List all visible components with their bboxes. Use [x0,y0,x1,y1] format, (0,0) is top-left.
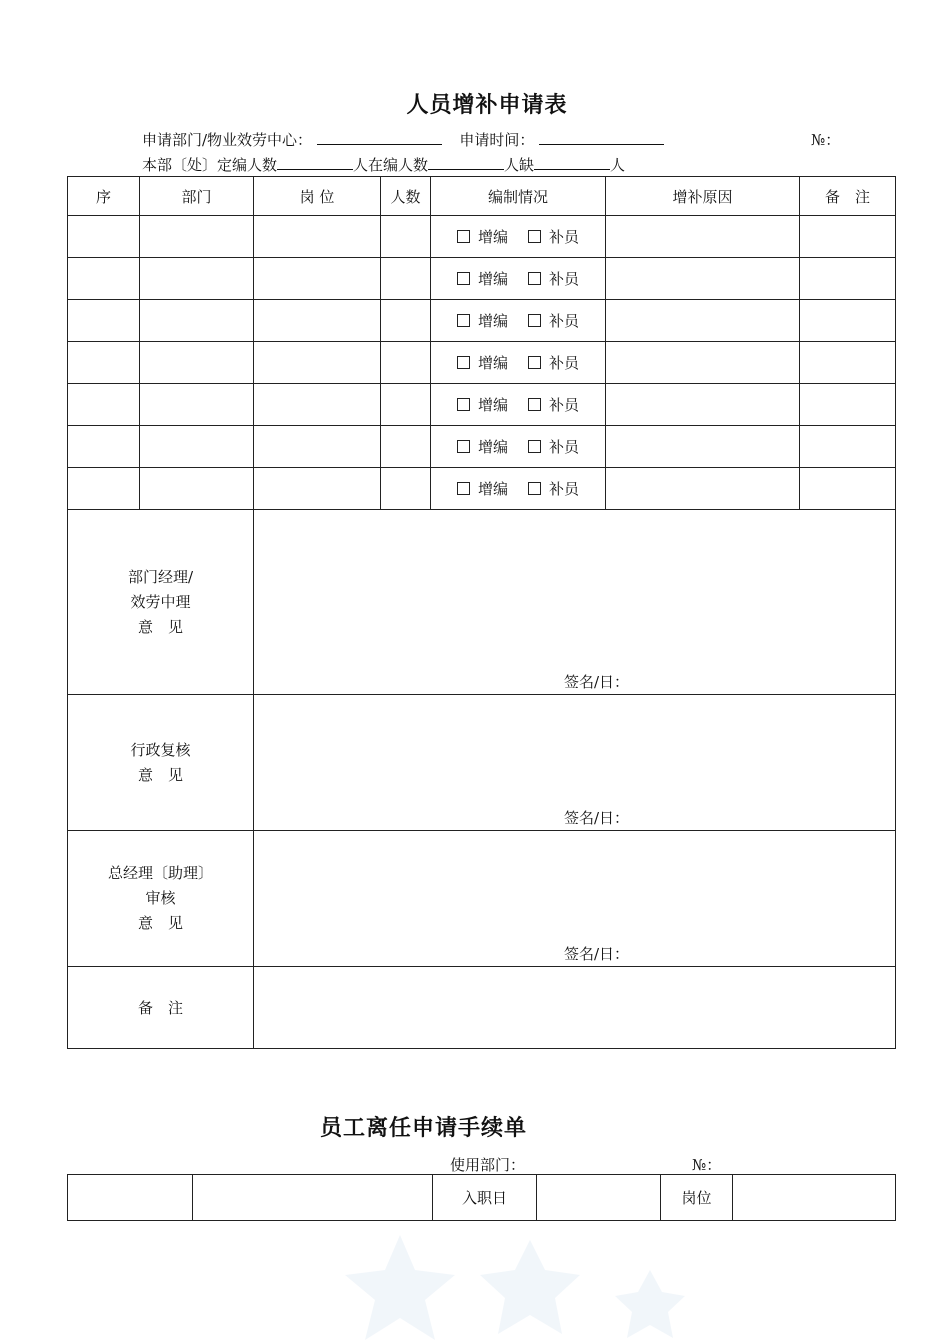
dept-label: 申请部门/物业效劳中心： [142,131,313,149]
approval-label-line: 意 见 [137,617,183,636]
watermark-graphic [340,1230,700,1344]
option-add-label: 增编 [477,438,508,456]
staff-lack-blank[interactable] [534,155,610,170]
seq-cell[interactable] [68,384,140,426]
approval-row [68,695,896,831]
seq-cell[interactable] [68,300,140,342]
reason-cell[interactable] [606,216,800,258]
dept-cell[interactable] [140,384,254,426]
position-cell[interactable] [254,216,381,258]
dept-cell[interactable] [140,258,254,300]
staff-lack-label: 人缺 [504,156,535,174]
remark-cell[interactable] [800,258,896,300]
fill-checkbox[interactable] [528,398,541,411]
establishment-options [431,342,606,384]
signature-date-label: 签名/日： [564,809,630,827]
seq-cell[interactable] [68,216,140,258]
count-cell[interactable] [381,468,431,510]
add-checkbox[interactable] [457,482,470,495]
option-add-label: 增编 [477,480,508,498]
remark-cell[interactable] [800,342,896,384]
option-add-label: 增编 [477,270,508,288]
reason-cell[interactable] [606,426,800,468]
approval-opinion-cell[interactable] [254,510,896,695]
hire-date-label: 入职日 [433,1175,537,1221]
form1-header-line1 [142,129,664,150]
staff-unit-label: 人 [610,156,626,174]
form2-dept-label: 使用部门： [450,1156,526,1174]
option-add-label: 增编 [477,312,508,330]
table-row [68,342,896,384]
reason-cell[interactable] [606,300,800,342]
option-add-label: 增编 [477,228,508,246]
form2-no-label: №： [692,1156,722,1174]
time-label: 申请时间： [459,131,535,149]
resignation-table [67,1174,896,1221]
establishment-options [431,468,606,510]
col-header-establishment: 编制情况 [431,177,606,216]
remarks-row [68,967,896,1049]
add-checkbox[interactable] [457,230,470,243]
seq-cell[interactable] [68,342,140,384]
remark-cell[interactable] [800,426,896,468]
dept-cell[interactable] [140,426,254,468]
count-cell[interactable] [381,258,431,300]
approval-label-line: 审核 [145,889,176,907]
staff-quota-label: 本部〔处〕定编人数 [142,156,278,174]
dept-cell[interactable] [140,300,254,342]
table-row [68,384,896,426]
approval-label-line: 效劳中理 [130,592,191,611]
option-fill-label: 补员 [549,270,580,288]
name-label-cell[interactable] [68,1175,193,1221]
table-header-row [68,177,896,216]
establishment-options [431,384,606,426]
seq-cell[interactable] [68,426,140,468]
signature-date-label: 签名/日： [564,673,630,691]
add-checkbox[interactable] [457,398,470,411]
col-header-count: 人数 [381,177,431,216]
staff-current-blank[interactable] [428,155,504,170]
dept-cell[interactable] [140,216,254,258]
time-blank[interactable] [539,130,664,145]
add-checkbox[interactable] [457,440,470,453]
col-header-reason: 增补原因 [606,177,800,216]
count-cell[interactable] [381,426,431,468]
table-row [68,300,896,342]
hire-date-value-cell[interactable] [537,1175,661,1221]
position-cell[interactable] [254,426,381,468]
fill-checkbox[interactable] [528,482,541,495]
add-checkbox[interactable] [457,272,470,285]
position-value-cell[interactable] [733,1175,896,1221]
position-cell[interactable] [254,300,381,342]
establishment-options [431,258,606,300]
staff-current-label: 人在编人数 [353,156,429,174]
position-cell[interactable] [254,468,381,510]
establishment-options [431,216,606,258]
establishment-options [431,426,606,468]
option-fill-label: 补员 [549,396,580,414]
table-row [68,1175,896,1221]
col-header-remark: 备 注 [800,177,896,216]
count-cell[interactable] [381,216,431,258]
remark-cell[interactable] [800,300,896,342]
establishment-options [431,300,606,342]
signature-date-label: 签名/日： [564,945,630,963]
approval-label-line: 总经理〔助理〕 [107,864,213,882]
remark-cell[interactable] [800,216,896,258]
approval-opinion-cell[interactable] [254,695,896,831]
option-add-label: 增编 [477,354,508,372]
option-fill-label: 补员 [549,438,580,456]
position-cell[interactable] [254,384,381,426]
option-fill-label: 补员 [549,228,580,246]
remark-cell[interactable] [800,384,896,426]
table-row [68,258,896,300]
option-add-label: 增编 [477,396,508,414]
count-cell[interactable] [381,342,431,384]
fill-checkbox[interactable] [528,314,541,327]
approval-label [68,831,254,967]
position-cell[interactable] [254,342,381,384]
remark-cell[interactable] [800,468,896,510]
fill-checkbox[interactable] [528,272,541,285]
col-header-dept: 部门 [140,177,254,216]
count-cell[interactable] [381,300,431,342]
reason-cell[interactable] [606,342,800,384]
option-fill-label: 补员 [549,354,580,372]
option-fill-label: 补员 [549,312,580,330]
option-fill-label: 补员 [549,480,580,498]
dept-blank[interactable] [317,130,442,145]
approval-row [68,510,896,695]
table-row [68,216,896,258]
reason-cell[interactable] [606,258,800,300]
table-row [68,468,896,510]
table-row [68,426,896,468]
form1-title: 人员增补申请表 [406,92,568,118]
form1-header-line2 [142,154,625,175]
fill-checkbox[interactable] [528,230,541,243]
fill-checkbox[interactable] [528,440,541,453]
approval-row [68,831,896,967]
dept-cell[interactable] [140,468,254,510]
form1-no-label: №： [811,131,841,149]
name-value-cell[interactable] [193,1175,433,1221]
add-checkbox[interactable] [457,314,470,327]
approval-label-line: 部门经理/ [127,567,194,586]
count-cell[interactable] [381,384,431,426]
seq-cell[interactable] [68,468,140,510]
remarks-cell[interactable] [254,967,896,1049]
dept-cell[interactable] [140,342,254,384]
approval-label-line: 意 见 [137,914,183,932]
col-header-position: 岗 位 [254,177,381,216]
remarks-label: 备 注 [68,967,254,1049]
position-cell[interactable] [254,258,381,300]
seq-cell[interactable] [68,258,140,300]
position-label: 岗位 [661,1175,733,1221]
col-header-seq: 序 [68,177,140,216]
reason-cell[interactable] [606,384,800,426]
approval-label-line: 意 见 [137,765,183,784]
approval-label-line: 行政复核 [130,740,191,759]
approval-label [68,510,254,695]
form2-title: 员工离任申请手续单 [320,1115,528,1141]
approval-label [68,695,254,831]
staff-quota-blank[interactable] [277,155,353,170]
fill-checkbox[interactable] [528,356,541,369]
reason-cell[interactable] [606,468,800,510]
approval-opinion-cell[interactable] [254,831,896,967]
staff-request-table [67,176,896,1049]
add-checkbox[interactable] [457,356,470,369]
